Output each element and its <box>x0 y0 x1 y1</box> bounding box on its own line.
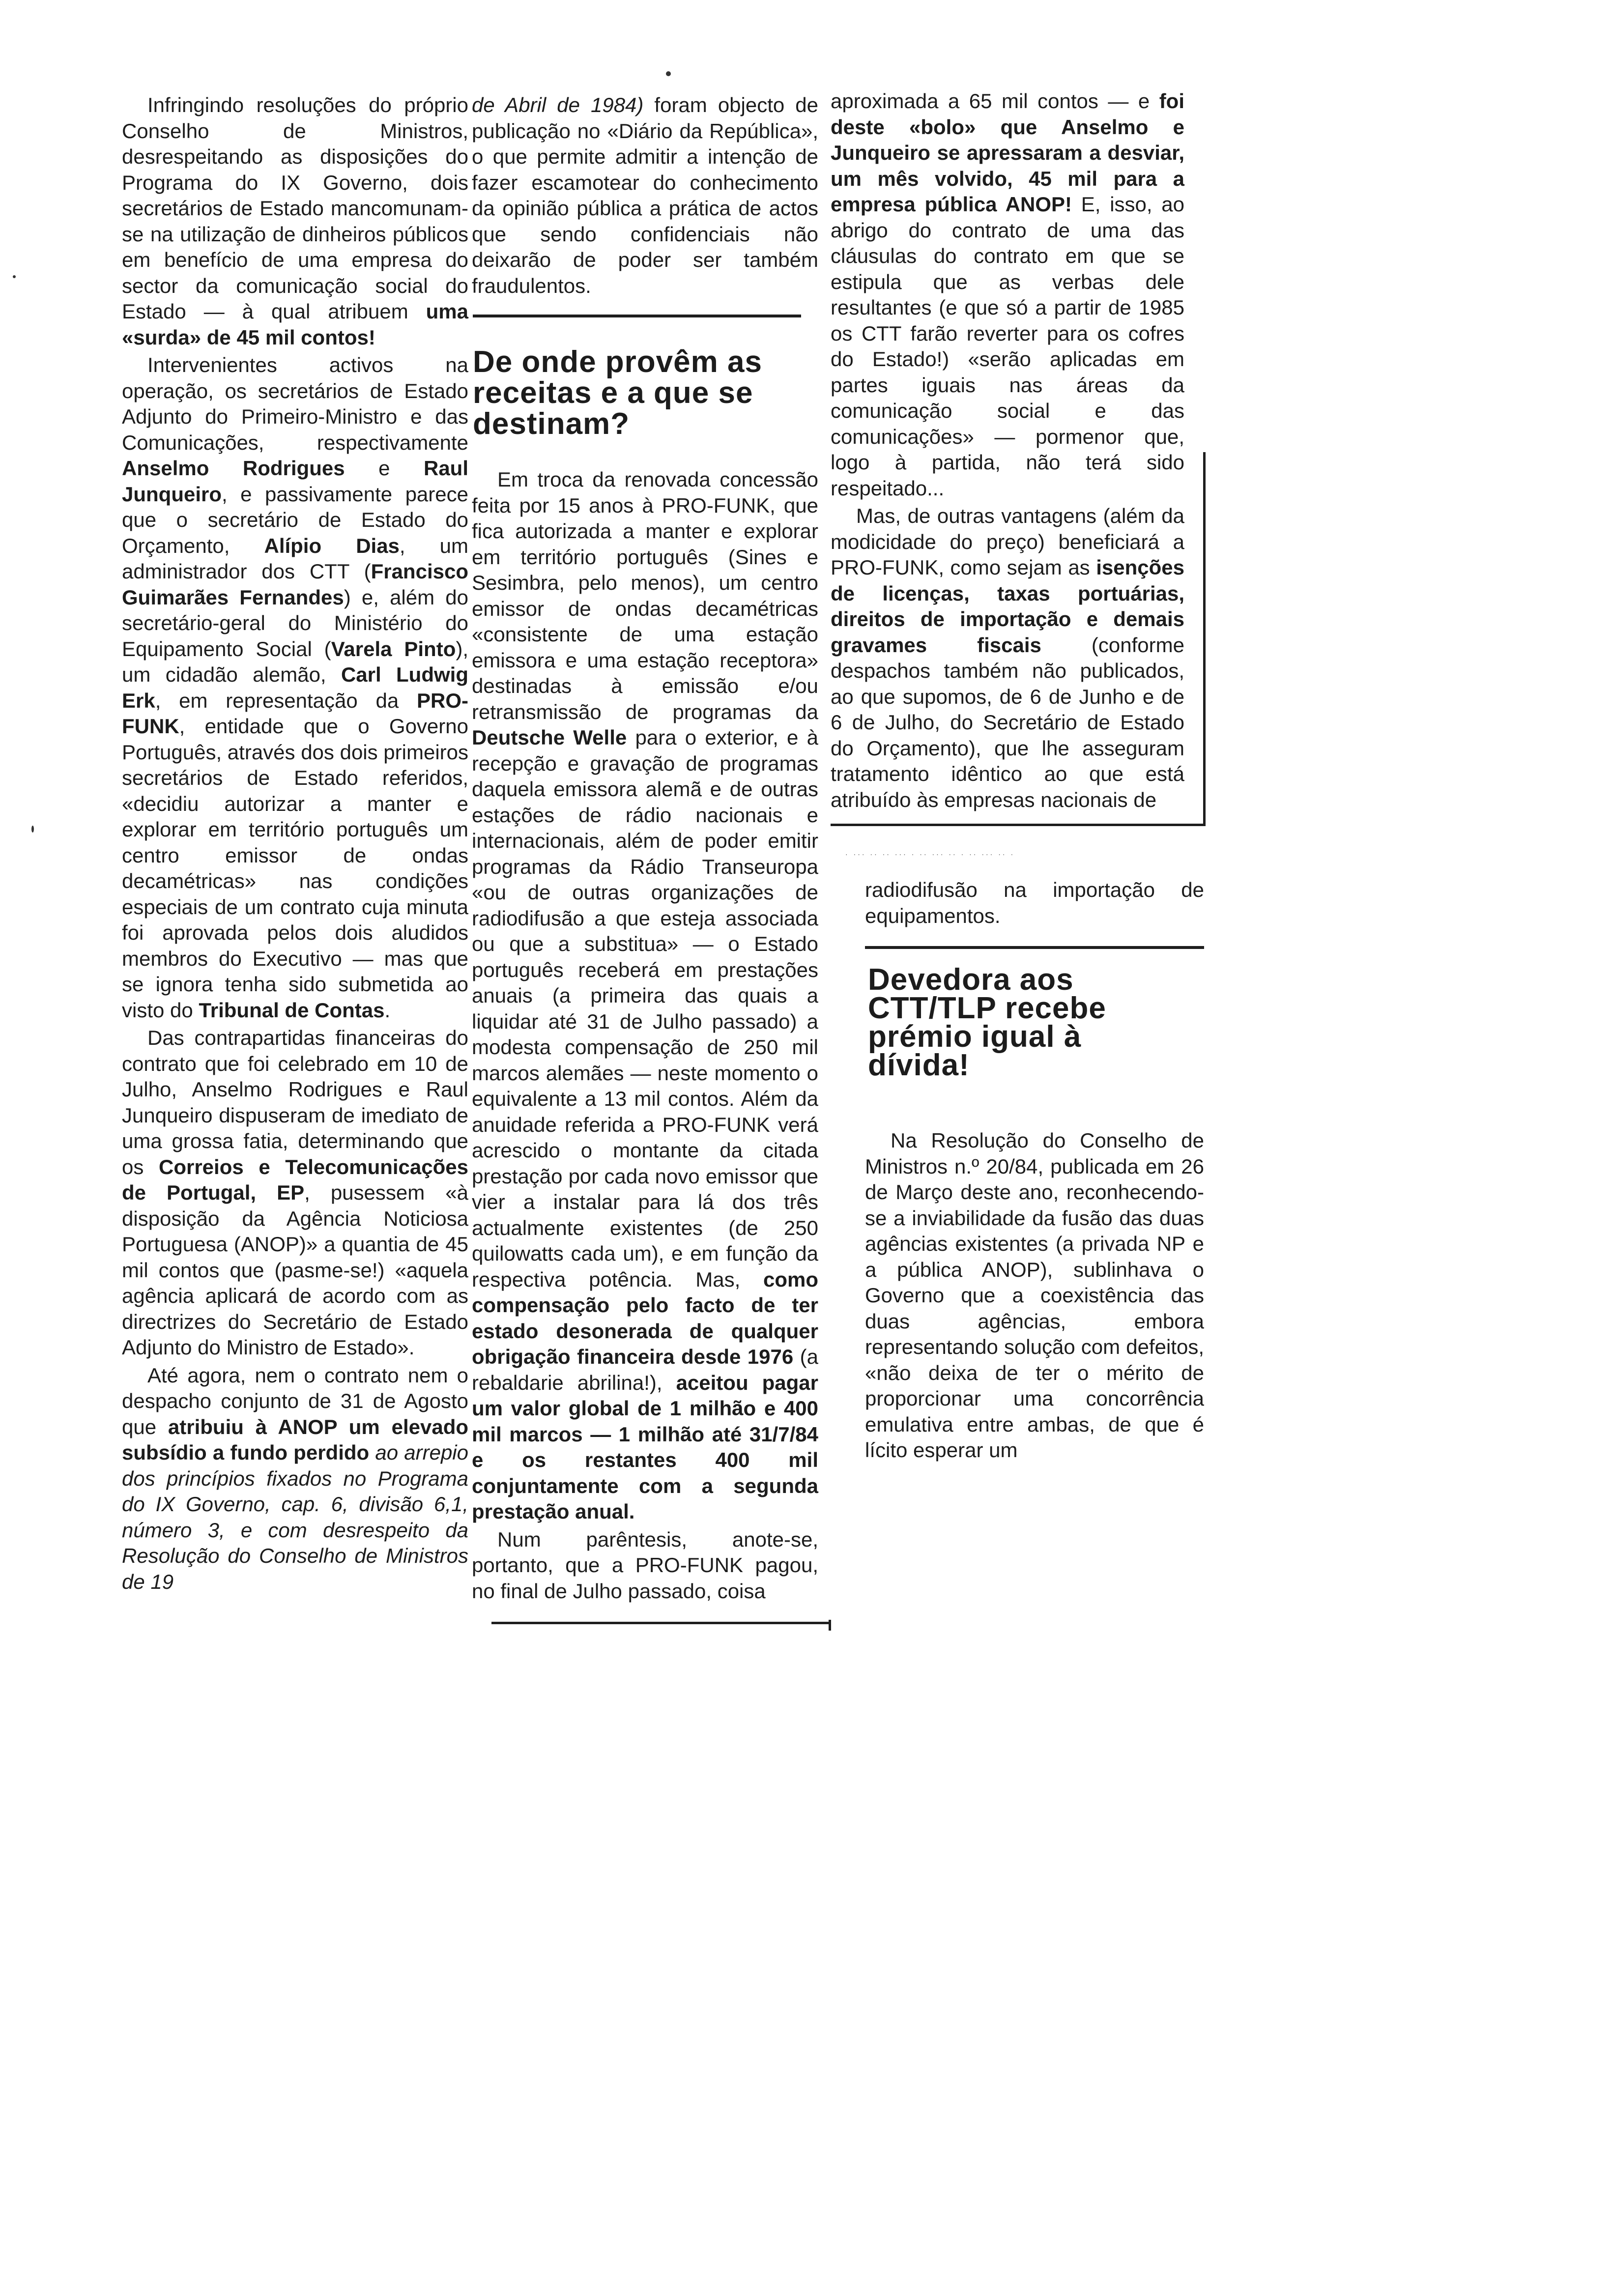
article-column-2-top <box>472 92 818 299</box>
section-rule <box>865 946 1204 949</box>
column-end-tick <box>829 1620 831 1631</box>
page-fold-dots: · ··· ·· ·· ··· · ·· ··· ·· · ·· ··· ·· · <box>845 850 1015 858</box>
paragraph: Em troca da renovada concessão feita por 15 anos à PRO-FUNK, que fica autorizada a manter e explorar em território português (Sines e Sesimbra, pelo menos), um centro emissor de ondas decamétricas «consistente de uma estação emissora e uma estação receptora» destinadas à emissão e/ou retransmissão de programas da Deutsche Welle para o exterior, e à recepção e gravação de programas daquela emissora alemã e de outras estações de rádio nacionais e internacionais, além de poder emitir programas da Rádio Transeuropa «ou de outras organizações de radiodifusão a que esteja associada ou que a substitua» — o Estado português receberá em prestações anuais (a primeira das quais a liquidar até 31 de Julho passado) a modesta compensação de 250 mil marcos alemães — neste momento o equivalente a 13 mil contos. Além da anuidade referida a PRO-FUNK verá acrescido o montante da citada prestação por cada novo emissor que vier a instalar para lá dos três actualmente existentes (de 250 quilowatts cada um), e em função da respectiva potência. Mas, como compensação pelo facto de ter estado desonerada de qualquer obrigação financeira desde 1976 (a rebaldarie abrilina!), aceitou pagar um valor global de 1 milhão e 400 mil marcos — 1 milhão até 31/7/84 e os restantes 400 mil conjuntamente com a segunda prestação anual. <box>472 468 819 1523</box>
article-column-3-final <box>865 1128 1204 1464</box>
scan-speck <box>31 826 34 832</box>
paragraph: Intervenientes activos na operação, os secretários de Estado Adjunto do Primeiro-Ministro e das Comunicações, respectivamente Anselmo Rodrigues e Raul Junqueiro, e passivamente parece que o secretário de Estado do Orçamento, Alípio Dias, um administrador dos CTT (Francisco Guimarães Fernandes) e, além do secretário-geral do Ministério do Equipamento Social (Varela Pinto), um cidadão alemão, Carl Ludwig Erk, em representação da PRO-FUNK, entidade que o Governo Português, através dos dois primeiros secretários de Estado referidos, «decidiu autorizar a manter e explorar em território português um centro emissor de ondas decamétricas» nas condições especiais de um contrato cuja minuta foi aprovada pelos dois aludidos membros do Executivo — mas que se ignora tenha sido submetida ao visto do Tribunal de Contas. <box>122 353 469 1022</box>
paragraph: Infringindo resoluções do próprio Conselho de Ministros, desrespeitando as disposições do Programa do IX Governo, dois secretários de Estado mancomunam-se na utilização de dinheiros públicos em benefício de uma empresa do sector da comunicação social do Estado — à qual atribuem uma «surda» de 45 mil contos! <box>122 93 468 349</box>
paragraph: Até agora, nem o contrato nem o despacho conjunto de 31 de Agosto que atribuiu à ANOP um elevado subsídio a fundo perdido ao arrepio dos princípios fixados no Programa do IX Governo, cap. 6, divisão 6,1, número 3, e com desrespeito da Resolução do Conselho de Ministros de 19 <box>122 1363 468 1593</box>
paragraph: Das contrapartidas financeiras do contrato que foi celebrado em 10 de Julho, Anselmo Rodrigues e Raul Junqueiro dispuseram de imediato de uma grossa fatia, determinando que os Correios e Telecomunicações de Portugal, EP, pusessem «à disposição da Agência Noticiosa Portuguesa (ANOP)» a quantia de 45 mil contos que (pasme-se!) «aquela agência aplicará de acordo com as directrizes do Secretário de Estado Adjunto do Ministro de Estado». <box>122 1026 469 1359</box>
paragraph: Num parêntesis, anote-se, portanto, que a PRO-FUNK pagou, no final de Julho passado, coisa <box>472 1527 818 1603</box>
box-right-border <box>1203 452 1206 826</box>
article-column-2 <box>472 467 818 1604</box>
scan-speck <box>13 275 16 278</box>
column-end-rule <box>491 1622 831 1624</box>
article-column-3 <box>831 88 1184 813</box>
section-heading: Devedora aos CTT/TLP recebe prémio igual à dívida! <box>868 963 1106 1082</box>
paragraph: Mas, de outras vantagens (além da modicidade do preço) beneficiará a PRO-FUNK, como sejam as isenções de licenças, taxas portuárias, direitos de importação e demais gravames fiscais (conforme despachos também não publicados, ao que supomos, de 6 de Junho e de 6 de Julho, do Secretário de Estado do Orçamento), que lhe asseguram tratamento idêntico ao que está atribuído às empresas nacionais de <box>831 504 1184 811</box>
section-rule <box>473 315 801 317</box>
paragraph: aproximada a 65 mil contos — e foi deste «bolo» que Anselmo e Junqueiro se apressaram a desviar, um mês volvido, 45 mil para a empresa pública ANOP! E, isso, ao abrigo do contrato de uma das cláusulas do contrato em que se estipula que as verbas dele resultantes (e que só a partir de 1985 os CTT farão reverter para os cofres do Estado!) «serão aplicadas em partes iguais nas áreas da comunicação social e das comunicações» — pormenor que, logo à partida, não terá sido respeitado... <box>831 89 1184 500</box>
section-heading: De onde provêm as receitas e a que se destinam? <box>473 345 762 441</box>
scan-speck <box>666 71 671 76</box>
article-column-3-continuation <box>865 877 1204 929</box>
box-bottom-border <box>831 824 1206 826</box>
article-column-1 <box>122 92 468 1595</box>
paragraph: Na Resolução do Conselho de Ministros n.º 20/84, publicada em 26 de Março deste ano, reconhecendo-se a inviabilidade da fusão das duas agências existentes (a privada NP e a pública ANOP), sublinhava o Governo que a coexistência das duas agências, embora representando solução com defeitos, «não deixa de ter o mérito de proporcionar uma concorrência emulativa entre ambas, de que é lícito esperar um <box>865 1129 1204 1462</box>
paragraph: radiodifusão na importação de equipamentos. <box>865 878 1204 927</box>
paragraph: de Abril de 1984) foram objecto de publicação no «Diário da República», o que permite admitir a intenção de fazer escamotear do conhecimento da opinião pública a prática de actos que sendo confidenciais não deixarão de poder ser também fraudulentos. <box>472 93 818 297</box>
